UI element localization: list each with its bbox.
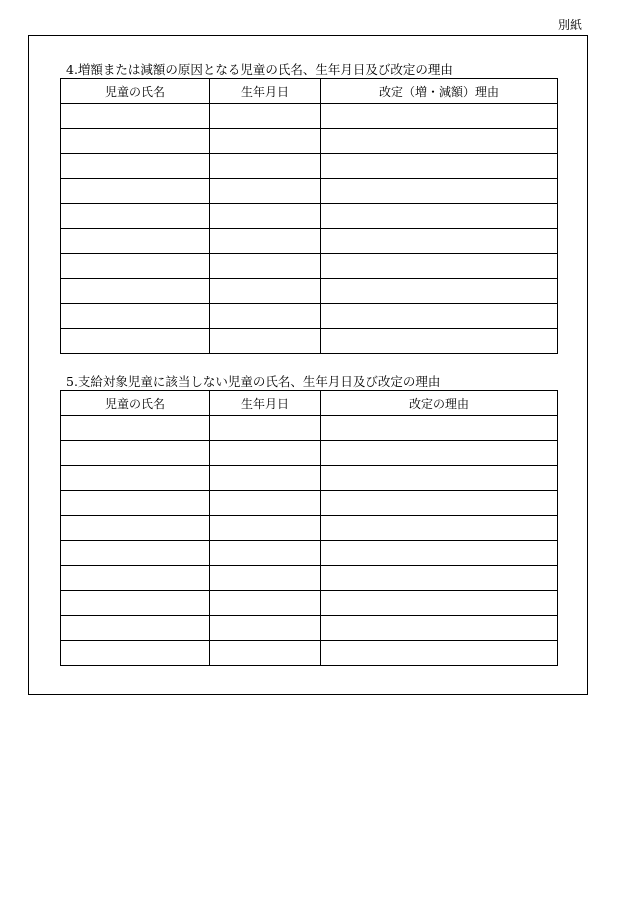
cell-birth-date[interactable] bbox=[210, 254, 321, 279]
cell-reason[interactable] bbox=[321, 254, 558, 279]
table-row bbox=[61, 304, 558, 329]
cell-birth-date[interactable] bbox=[210, 616, 321, 641]
cell-birth-date[interactable] bbox=[210, 591, 321, 616]
table-row bbox=[61, 541, 558, 566]
table-row bbox=[61, 154, 558, 179]
cell-birth-date[interactable] bbox=[210, 491, 321, 516]
table-row bbox=[61, 104, 558, 129]
cell-reason[interactable] bbox=[321, 541, 558, 566]
cell-birth-date[interactable] bbox=[210, 516, 321, 541]
cell-child-name[interactable] bbox=[61, 416, 210, 441]
cell-reason[interactable] bbox=[321, 104, 558, 129]
cell-child-name[interactable] bbox=[61, 129, 210, 154]
cell-birth-date[interactable] bbox=[210, 129, 321, 154]
cell-child-name[interactable] bbox=[61, 616, 210, 641]
section-5-title: 5.支給対象児童に該当しない児童の氏名、生年月日及び改定の理由 bbox=[66, 374, 441, 389]
column-header-reason: 改定（増・減額）理由 bbox=[321, 79, 558, 104]
cell-birth-date[interactable] bbox=[210, 279, 321, 304]
form-frame bbox=[28, 35, 588, 695]
cell-child-name[interactable] bbox=[61, 516, 210, 541]
table-row bbox=[61, 129, 558, 154]
cell-reason[interactable] bbox=[321, 179, 558, 204]
section-4-table bbox=[60, 78, 558, 354]
cell-reason[interactable] bbox=[321, 491, 558, 516]
table-row bbox=[61, 566, 558, 591]
column-header-child-name: 児童の氏名 bbox=[61, 391, 210, 416]
column-header-birth-date: 生年月日 bbox=[210, 391, 321, 416]
cell-birth-date[interactable] bbox=[210, 179, 321, 204]
cell-reason[interactable] bbox=[321, 129, 558, 154]
cell-child-name[interactable] bbox=[61, 329, 210, 354]
section-4-title: 4.増額または減額の原因となる児童の氏名、生年月日及び改定の理由 bbox=[66, 62, 453, 77]
table-row bbox=[61, 229, 558, 254]
table-row bbox=[61, 591, 558, 616]
cell-reason[interactable] bbox=[321, 229, 558, 254]
cell-birth-date[interactable] bbox=[210, 154, 321, 179]
cell-reason[interactable] bbox=[321, 441, 558, 466]
section-5-table bbox=[60, 390, 558, 666]
cell-child-name[interactable] bbox=[61, 641, 210, 666]
cell-child-name[interactable] bbox=[61, 229, 210, 254]
cell-birth-date[interactable] bbox=[210, 541, 321, 566]
table-row bbox=[61, 204, 558, 229]
cell-reason[interactable] bbox=[321, 641, 558, 666]
cell-reason[interactable] bbox=[321, 154, 558, 179]
cell-reason[interactable] bbox=[321, 616, 558, 641]
cell-child-name[interactable] bbox=[61, 204, 210, 229]
cell-birth-date[interactable] bbox=[210, 329, 321, 354]
cell-birth-date[interactable] bbox=[210, 104, 321, 129]
table-row bbox=[61, 254, 558, 279]
cell-reason[interactable] bbox=[321, 279, 558, 304]
cell-birth-date[interactable] bbox=[210, 566, 321, 591]
cell-child-name[interactable] bbox=[61, 591, 210, 616]
table-header-row bbox=[61, 391, 558, 416]
cell-child-name[interactable] bbox=[61, 304, 210, 329]
table-row bbox=[61, 416, 558, 441]
cell-birth-date[interactable] bbox=[210, 416, 321, 441]
cell-birth-date[interactable] bbox=[210, 641, 321, 666]
table-header-row bbox=[61, 79, 558, 104]
cell-child-name[interactable] bbox=[61, 254, 210, 279]
table-row bbox=[61, 641, 558, 666]
attachment-label: 別紙 bbox=[557, 18, 582, 32]
cell-reason[interactable] bbox=[321, 416, 558, 441]
cell-birth-date[interactable] bbox=[210, 229, 321, 254]
cell-reason[interactable] bbox=[321, 204, 558, 229]
table-row bbox=[61, 279, 558, 304]
table-row bbox=[61, 616, 558, 641]
cell-child-name[interactable] bbox=[61, 441, 210, 466]
cell-child-name[interactable] bbox=[61, 154, 210, 179]
table-row bbox=[61, 491, 558, 516]
column-header-birth-date: 生年月日 bbox=[210, 79, 321, 104]
cell-reason[interactable] bbox=[321, 591, 558, 616]
column-header-reason: 改定の理由 bbox=[321, 391, 558, 416]
table-row bbox=[61, 329, 558, 354]
cell-reason[interactable] bbox=[321, 329, 558, 354]
table-row bbox=[61, 516, 558, 541]
cell-reason[interactable] bbox=[321, 466, 558, 491]
cell-birth-date[interactable] bbox=[210, 304, 321, 329]
cell-birth-date[interactable] bbox=[210, 466, 321, 491]
cell-child-name[interactable] bbox=[61, 541, 210, 566]
cell-child-name[interactable] bbox=[61, 104, 210, 129]
cell-child-name[interactable] bbox=[61, 179, 210, 204]
cell-reason[interactable] bbox=[321, 516, 558, 541]
table-row bbox=[61, 466, 558, 491]
table-row bbox=[61, 179, 558, 204]
table-row bbox=[61, 441, 558, 466]
cell-birth-date[interactable] bbox=[210, 204, 321, 229]
cell-reason[interactable] bbox=[321, 566, 558, 591]
cell-reason[interactable] bbox=[321, 304, 558, 329]
cell-child-name[interactable] bbox=[61, 466, 210, 491]
cell-child-name[interactable] bbox=[61, 491, 210, 516]
cell-child-name[interactable] bbox=[61, 566, 210, 591]
cell-birth-date[interactable] bbox=[210, 441, 321, 466]
column-header-child-name: 児童の氏名 bbox=[61, 79, 210, 104]
cell-child-name[interactable] bbox=[61, 279, 210, 304]
